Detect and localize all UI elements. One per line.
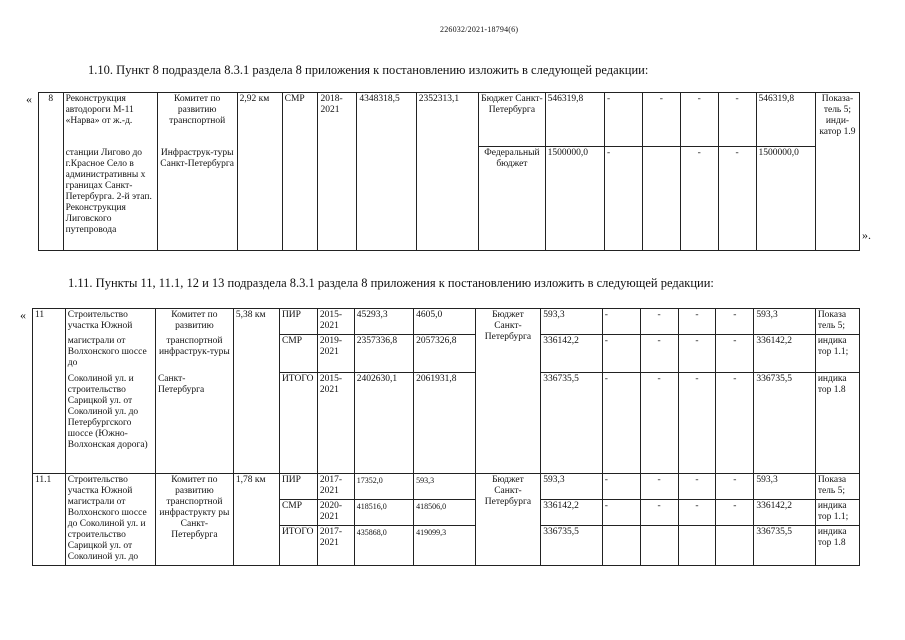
- funding-value: 336142,2: [541, 500, 602, 526]
- length: 5,38 км: [233, 309, 279, 474]
- indicator: индика тор 1.8: [815, 373, 859, 474]
- funding-value: 336142,2: [541, 335, 602, 373]
- funding-total: 336735,5: [754, 373, 815, 474]
- document-number: 226032/2021-18794(6): [440, 25, 519, 34]
- previous-funding: 4605,0: [414, 309, 475, 335]
- dash-cell: -: [718, 147, 756, 251]
- funding-value: 593,3: [541, 309, 602, 335]
- empty-cell: [678, 526, 716, 566]
- dash-cell: -: [678, 335, 716, 373]
- indicator: Показа тель 5;: [815, 309, 859, 335]
- funding-total: 336735,5: [754, 526, 815, 566]
- empty-cell: [602, 526, 640, 566]
- previous-funding: 2352313,1: [416, 93, 478, 251]
- object-name-continued: Соколиной ул. и строительство Сарицкой ул. от Соколиной ул. до Петербургского шоссе (Южно-Волхонская дорога): [65, 373, 155, 474]
- row-number: 8: [39, 93, 64, 251]
- funding-total: 593,3: [754, 309, 815, 335]
- work-type: ПИР: [279, 474, 317, 500]
- section-heading-1-10: 1.10. Пункт 8 подраздела 8.3.1 раздела 8 приложения к постановлению изложить в следующей редакции:: [88, 63, 649, 77]
- funding-source: Бюджет Санкт-Петербурга: [475, 309, 541, 474]
- work-type: ПИР: [279, 309, 317, 335]
- dash-cell: -: [642, 93, 680, 147]
- dash-cell: -: [678, 309, 716, 335]
- committee: Комитет по развитию транспортной инфраструкту ры Санкт-Петербурга: [155, 474, 233, 566]
- object-name: Строительство участка Южной: [65, 309, 155, 335]
- total-cost: 435868,0: [354, 526, 413, 566]
- funding-value: 336735,5: [541, 526, 602, 566]
- indicator: индика тор 1.1;: [815, 335, 859, 373]
- years: 2015-2021: [317, 373, 354, 474]
- work-type: ИТОГО: [279, 373, 317, 474]
- dash-cell: -: [640, 500, 678, 526]
- dash-cell: -: [678, 474, 716, 500]
- work-type: СМР: [282, 93, 318, 251]
- dash-cell: -: [602, 309, 640, 335]
- dash-cell: -: [716, 373, 754, 474]
- dash-cell: -: [640, 335, 678, 373]
- total-cost: 2357336,8: [354, 335, 413, 373]
- funding-source: Федеральный бюджет: [479, 147, 546, 251]
- dash-cell: -: [605, 93, 643, 147]
- table-section-1-10: [38, 92, 860, 251]
- indicator: индика тор 1.8: [815, 526, 859, 566]
- row-number: 11.1: [33, 474, 66, 566]
- dash-cell: -: [640, 309, 678, 335]
- funding-source: Бюджет Санкт-Петербурга: [479, 93, 546, 147]
- committee: Комитет по развитию транспортной: [157, 93, 237, 147]
- funding-value: 336735,5: [541, 373, 602, 474]
- work-type: ИТОГО: [279, 526, 317, 566]
- funding-source: Бюджет Санкт-Петербурга: [475, 474, 541, 566]
- work-type: СМР: [279, 500, 317, 526]
- years: 2018-2021: [318, 93, 357, 251]
- total-cost: 418516,0: [354, 500, 413, 526]
- years: 2015-2021: [317, 309, 354, 335]
- total-cost: 4348318,5: [357, 93, 416, 251]
- dash-cell: -: [680, 93, 718, 147]
- total-cost: 2402630,1: [354, 373, 413, 474]
- dash-cell: -: [716, 335, 754, 373]
- object-name: Реконструкция автодороги М-11 «Нарва» от ж.-д.: [63, 93, 157, 147]
- work-type: СМР: [279, 335, 317, 373]
- empty-cell: [716, 526, 754, 566]
- dash-cell: -: [602, 474, 640, 500]
- dash-cell: -: [716, 309, 754, 335]
- committee: Комитет по развитию: [155, 309, 233, 335]
- object-name-continued: станции Лигово до г.Красное Село в административны х границах Санкт-Петербурга. 2-й этап. Реконструкция Лиговского путепровода: [63, 147, 157, 251]
- length: 1,78 км: [233, 474, 279, 566]
- open-quote: «: [20, 308, 26, 322]
- dash-cell: -: [716, 500, 754, 526]
- dash-cell: -: [678, 373, 716, 474]
- empty-cell: [642, 147, 680, 251]
- object-name-continued: магистрали от Волхонского шоссе до: [65, 335, 155, 373]
- previous-funding: 2061931,8: [414, 373, 475, 474]
- funding-total: 1500000,0: [756, 147, 815, 251]
- section-heading-1-11: 1.11. Пункты 11, 11.1, 12 и 13 подраздела 8.3.1 раздела 8 приложения к постановлению изложить в следующей редакции:: [68, 276, 714, 290]
- dash-cell: -: [605, 147, 643, 251]
- dash-cell: -: [678, 500, 716, 526]
- previous-funding: 419099,3: [414, 526, 475, 566]
- committee-continued: транспортной инфраструк-туры: [155, 335, 233, 373]
- committee-continued: Инфраструк-туры Санкт-Петербурга: [157, 147, 237, 251]
- dash-cell: -: [640, 474, 678, 500]
- years: 2020-2021: [317, 500, 354, 526]
- indicator: индика тор 1.1;: [815, 500, 859, 526]
- dash-cell: -: [640, 373, 678, 474]
- funding-value: 1500000,0: [545, 147, 604, 251]
- length: 2,92 км: [237, 93, 282, 251]
- committee-continued: Санкт-Петербурга: [155, 373, 233, 474]
- funding-value: 546319,8: [545, 93, 604, 147]
- dash-cell: -: [716, 474, 754, 500]
- table-section-1-11: [32, 308, 860, 566]
- total-cost: 17352,0: [354, 474, 413, 500]
- previous-funding: 593,3: [414, 474, 475, 500]
- dash-cell: -: [680, 147, 718, 251]
- previous-funding: 418506,0: [414, 500, 475, 526]
- open-quote: «: [26, 92, 32, 106]
- dash-cell: -: [602, 335, 640, 373]
- object-name: Строительство участка Южной магистрали от Волхонского шоссе до Соколиной ул. и строительство Сарицкой ул. от Соколиной ул. до: [65, 474, 155, 566]
- previous-funding: 2057326,8: [414, 335, 475, 373]
- funding-total: 593,3: [754, 474, 815, 500]
- total-cost: 45293,3: [354, 309, 413, 335]
- close-quote: ».: [862, 228, 871, 242]
- funding-total: 546319,8: [756, 93, 815, 147]
- dash-cell: -: [602, 373, 640, 474]
- funding-total: 336142,2: [754, 335, 815, 373]
- empty-cell: [640, 526, 678, 566]
- dash-cell: -: [602, 500, 640, 526]
- years: 2017-2021: [317, 474, 354, 500]
- years: 2017-2021: [317, 526, 354, 566]
- years: 2019-2021: [317, 335, 354, 373]
- funding-total: 336142,2: [754, 500, 815, 526]
- dash-cell: -: [718, 93, 756, 147]
- row-number: 11: [33, 309, 66, 474]
- indicator: Показа-тель 5; инди-катор 1.9: [815, 93, 859, 251]
- funding-value: 593,3: [541, 474, 602, 500]
- indicator: Показа тель 5;: [815, 474, 859, 500]
